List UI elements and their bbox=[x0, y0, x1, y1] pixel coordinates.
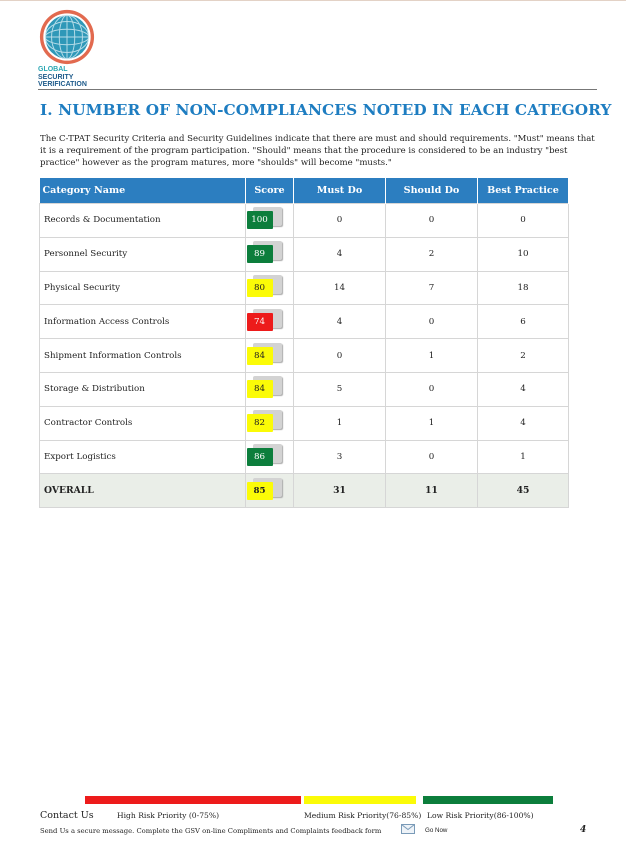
must-do-count: 0 bbox=[294, 204, 386, 238]
must-do-count: 4 bbox=[294, 237, 386, 271]
table-row bbox=[40, 237, 569, 271]
feedback-message: Send Us a secure message. Complete the GSV on-line Compliments and Complaints feedback form bbox=[40, 827, 382, 835]
globe-logo-icon bbox=[38, 8, 96, 66]
contact-us-link[interactable]: Contact Us bbox=[40, 810, 94, 821]
logo-line-3: VERIFICATION bbox=[38, 81, 87, 88]
must-do-count: 5 bbox=[294, 372, 386, 406]
logo-line-1: GLOBAL bbox=[38, 66, 68, 73]
must-do-count: 1 bbox=[294, 406, 386, 440]
legend-medium-risk: Medium Risk Priority(76-85%) bbox=[304, 811, 422, 820]
go-now-link[interactable]: Go Now bbox=[425, 827, 448, 834]
category-name: Shipment Information Controls bbox=[40, 339, 246, 373]
best-practice-count: 0 bbox=[478, 204, 569, 238]
col-header-should-do: Should Do bbox=[386, 178, 478, 204]
should-do-count: 0 bbox=[386, 204, 478, 238]
should-do-count: 7 bbox=[386, 271, 478, 305]
overall-score-badge: 85 bbox=[247, 482, 273, 500]
best-practice-count: 6 bbox=[478, 305, 569, 339]
best-practice-count: 4 bbox=[478, 406, 569, 440]
score-cell bbox=[246, 474, 294, 508]
legend-low-risk: Low Risk Priority(86-100%) bbox=[427, 811, 534, 820]
overall-best-practice: 45 bbox=[478, 474, 569, 508]
should-do-count: 2 bbox=[386, 237, 478, 271]
best-practice-count: 10 bbox=[478, 237, 569, 271]
category-table bbox=[39, 178, 569, 508]
category-name: Contractor Controls bbox=[40, 406, 246, 440]
should-do-count: 1 bbox=[386, 339, 478, 373]
overall-should-do: 11 bbox=[386, 474, 478, 508]
overall-row bbox=[40, 474, 569, 508]
must-do-count: 14 bbox=[294, 271, 386, 305]
score-badge: 80 bbox=[247, 279, 273, 297]
category-name: Export Logistics bbox=[40, 440, 246, 474]
category-name: Records & Documentation bbox=[40, 204, 246, 238]
mail-icon[interactable] bbox=[401, 824, 415, 834]
table-row bbox=[40, 271, 569, 305]
table-row bbox=[40, 372, 569, 406]
col-header-score: Score bbox=[246, 178, 294, 204]
legend-high-risk: High Risk Priority (0-75%) bbox=[117, 811, 220, 820]
page-number: 4 bbox=[580, 825, 587, 835]
section-title: I. NUMBER OF NON-COMPLIANCES NOTED IN EACH CATEGORY bbox=[40, 101, 612, 119]
score-badge: 84 bbox=[247, 347, 273, 365]
best-practice-count: 1 bbox=[478, 440, 569, 474]
category-name: Physical Security bbox=[40, 271, 246, 305]
should-do-count: 1 bbox=[386, 406, 478, 440]
score-cell bbox=[246, 271, 294, 305]
best-practice-count: 2 bbox=[478, 339, 569, 373]
score-cell bbox=[246, 440, 294, 474]
score-badge: 82 bbox=[247, 414, 273, 432]
score-cell bbox=[246, 406, 294, 440]
score-badge: 86 bbox=[247, 448, 273, 466]
table-header-row bbox=[40, 178, 569, 204]
medium-risk-bar bbox=[304, 796, 416, 804]
should-do-count: 0 bbox=[386, 372, 478, 406]
section-intro: The C-TPAT Security Criteria and Security Guidelines indicate that there are must and should requirements. "Must" means that it is a requirement of the program participation. "Should" means that the procedure is considered to be an industry "best practice" however as the program matures, more "shoulds" will become "musts." bbox=[40, 134, 595, 168]
score-cell bbox=[246, 305, 294, 339]
best-practice-count: 18 bbox=[478, 271, 569, 305]
category-name: Personnel Security bbox=[40, 237, 246, 271]
score-badge: 84 bbox=[247, 380, 273, 398]
score-badge: 100 bbox=[247, 211, 273, 229]
logo-wordmark bbox=[38, 66, 87, 89]
should-do-count: 0 bbox=[386, 440, 478, 474]
table-row bbox=[40, 204, 569, 238]
score-cell bbox=[246, 204, 294, 238]
col-header-best-practice: Best Practice bbox=[478, 178, 569, 204]
overall-label: OVERALL bbox=[40, 474, 246, 508]
top-rule bbox=[0, 0, 626, 1]
score-cell bbox=[246, 372, 294, 406]
score-badge: 89 bbox=[247, 245, 273, 263]
table-row bbox=[40, 305, 569, 339]
category-name: Information Access Controls bbox=[40, 305, 246, 339]
header-divider bbox=[38, 89, 597, 90]
low-risk-bar bbox=[423, 796, 553, 804]
category-name: Storage & Distribution bbox=[40, 372, 246, 406]
score-cell bbox=[246, 237, 294, 271]
must-do-count: 0 bbox=[294, 339, 386, 373]
high-risk-bar bbox=[85, 796, 301, 804]
score-cell bbox=[246, 339, 294, 373]
must-do-count: 3 bbox=[294, 440, 386, 474]
col-header-must-do: Must Do bbox=[294, 178, 386, 204]
table-row bbox=[40, 440, 569, 474]
col-header-category: Category Name bbox=[40, 178, 246, 204]
score-badge: 74 bbox=[247, 313, 273, 331]
best-practice-count: 4 bbox=[478, 372, 569, 406]
should-do-count: 0 bbox=[386, 305, 478, 339]
must-do-count: 4 bbox=[294, 305, 386, 339]
table-row bbox=[40, 406, 569, 440]
overall-must-do: 31 bbox=[294, 474, 386, 508]
logo-line-2: SECURITY bbox=[38, 73, 74, 81]
table-row bbox=[40, 339, 569, 373]
